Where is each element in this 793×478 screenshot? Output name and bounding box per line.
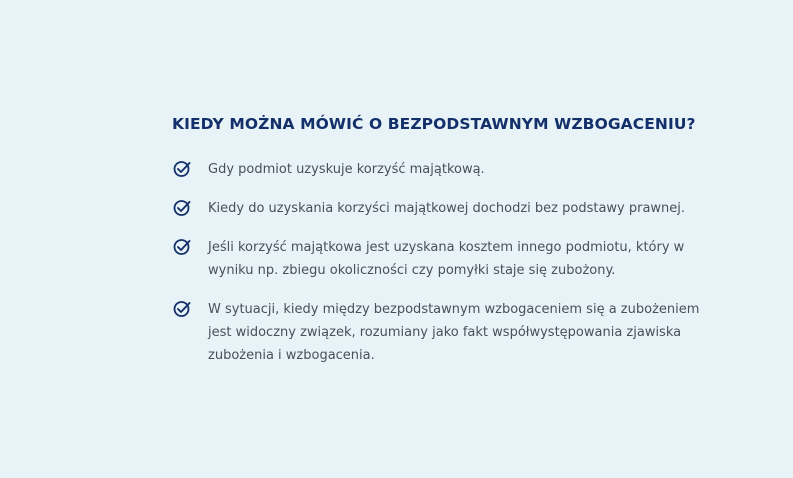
list-item [172,236,732,282]
benefit-list [172,158,732,367]
list-item-text: Kiedy do uzyskania korzyści majątkowej dochodzi bez podstawy prawnej. [208,201,686,216]
list-item [172,158,732,181]
content-section [172,112,732,383]
check-circle-icon [172,237,192,257]
list-item-text: W sytuacji, kiedy między bezpodstawnym wzbogaceniem się a zubożeniem jest widoczny związek, rozumiany jako fakt współwystępowania zjawiska zubożenia i wzbogacenia. [208,302,700,363]
check-circle-icon [172,299,192,319]
section-heading: KIEDY MOŻNA MÓWIĆ O BEZPODSTAWNYM WZBOGACENIU? [172,115,696,133]
list-item-text: Gdy podmiot uzyskuje korzyść majątkową. [208,162,485,177]
check-circle-icon [172,198,192,218]
list-item [172,298,732,367]
list-item-text: Jeśli korzyść majątkowa jest uzyskana kosztem innego podmiotu, który w wyniku np. zbiegu okoliczności czy pomyłki staje się zubożony. [208,240,685,278]
check-circle-icon [172,159,192,179]
list-item [172,197,732,220]
